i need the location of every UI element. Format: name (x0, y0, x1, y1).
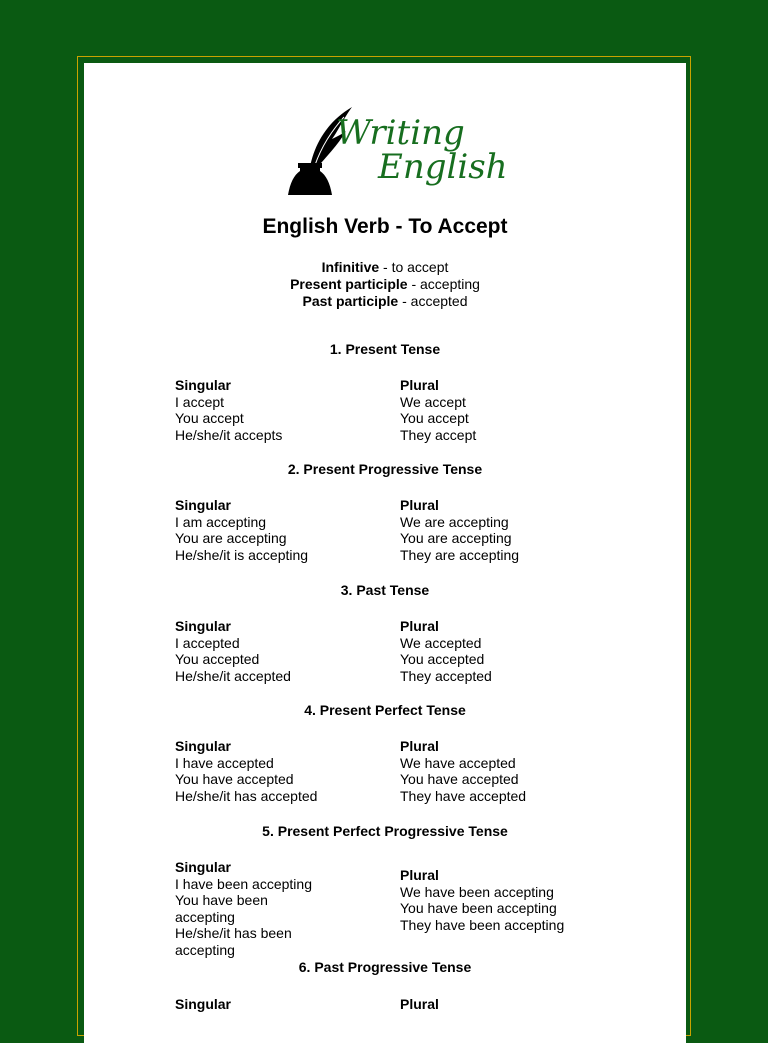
plural-column (400, 867, 620, 933)
singular-header: Singular (175, 618, 232, 634)
conjugation: I accept (175, 393, 225, 410)
conjugation: I have accepted (175, 754, 274, 771)
conjugation: You have been accepting (400, 900, 557, 916)
conjugation: He/she/it has been accepting (175, 925, 292, 958)
section-title: 3. Past Tense (340, 582, 430, 598)
conjugation: He/she/it has accepted (175, 787, 318, 804)
section-title: 2. Present Progressive Tense (287, 461, 483, 477)
form-value: - to accept (379, 259, 449, 275)
singular-header: Singular (175, 497, 232, 513)
conjugation: You are accepting (175, 530, 287, 546)
conjugation: We are accepting (400, 513, 509, 530)
singular-column (175, 377, 335, 443)
singular-column (175, 497, 335, 563)
document-page (84, 63, 686, 1043)
singular-header: Singular (175, 377, 232, 393)
plural-header: Plural (400, 738, 439, 754)
conjugation: We accept (400, 393, 466, 410)
plural-header: Plural (400, 618, 439, 634)
conjugation: You have been accepting (175, 892, 268, 925)
section-title: 1. Present Tense (329, 341, 441, 357)
logo-wordmark (336, 115, 508, 185)
conjugation: They are accepting (400, 546, 520, 563)
conjugation: They accepted (400, 667, 492, 684)
conjugation: He/she/it accepts (175, 426, 283, 443)
singular-column (175, 996, 335, 1013)
writing-english-logo (280, 101, 508, 201)
singular-header: Singular (175, 859, 232, 875)
singular-header: Singular (175, 996, 232, 1012)
conjugation: He/she/it is accepting (175, 546, 309, 563)
plural-header: Plural (400, 377, 439, 393)
plural-column (400, 738, 620, 804)
form-present-participle (84, 276, 686, 293)
plural-column (400, 497, 620, 563)
conjugation: I accepted (175, 634, 240, 651)
form-infinitive (84, 259, 686, 276)
conjugation: I am accepting (175, 513, 267, 530)
form-value: - accepting (407, 276, 480, 292)
plural-header: Plural (400, 497, 439, 513)
conjugation: We have accepted (400, 754, 516, 771)
form-label: Past participle (302, 293, 399, 309)
plural-column (400, 618, 620, 684)
singular-header: Singular (175, 738, 232, 754)
conjugation: You are accepting (400, 530, 512, 546)
page-title: English Verb - To Accept (262, 215, 508, 238)
section-title: 4. Present Perfect Tense (304, 702, 466, 718)
plural-column (400, 996, 620, 1013)
conjugation: They accept (400, 426, 477, 443)
conjugation: He/she/it accepted (175, 667, 291, 684)
conjugation: You accept (175, 410, 244, 426)
singular-column (175, 738, 335, 804)
logo-line-1: Writing (336, 113, 465, 153)
conjugation: They have been accepting (400, 916, 565, 933)
form-past-participle (84, 293, 686, 310)
form-label: Present participle (290, 276, 408, 292)
logo-line-2: English (378, 147, 508, 187)
form-label: Infinitive (321, 259, 380, 275)
conjugation: I have been accepting (175, 875, 312, 892)
singular-column (175, 618, 335, 684)
conjugation: We accepted (400, 634, 482, 651)
form-value: - accepted (398, 293, 468, 309)
verb-forms (84, 259, 686, 310)
plural-column (400, 377, 620, 443)
plural-header: Plural (400, 867, 439, 883)
conjugation: You have accepted (175, 771, 294, 787)
conjugation: You accepted (400, 651, 485, 667)
singular-column (175, 859, 325, 958)
conjugation: You accepted (175, 651, 260, 667)
plural-header: Plural (400, 996, 439, 1012)
section-title: 5. Present Perfect Progressive Tense (262, 823, 508, 839)
conjugation: They have accepted (400, 787, 527, 804)
section-title: 6. Past Progressive Tense (298, 959, 472, 975)
conjugation: We have been accepting (400, 883, 554, 900)
conjugation: You have accepted (400, 771, 519, 787)
conjugation: You accept (400, 410, 469, 426)
